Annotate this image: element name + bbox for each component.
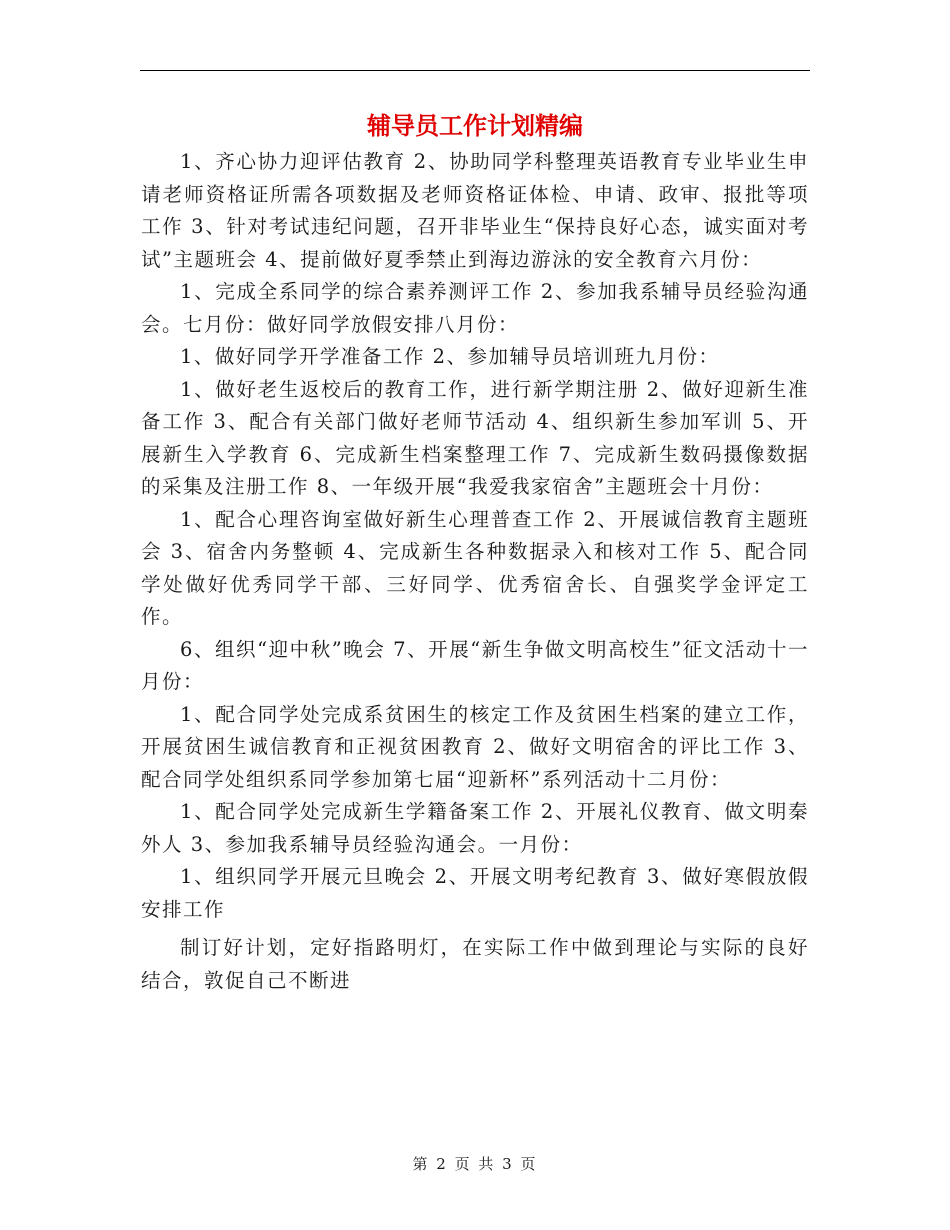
- document-body: [141, 146, 809, 997]
- document-title: 辅导员工作计划精编: [367, 111, 583, 140]
- paragraph: 1、齐心协力迎评估教育 2、协助同学科整理英语教育专业毕业生申请老师资格证所需各项数据及老师资格证体检、申请、政审、报批等项工作 3、针对考试违纪问题，召开非毕业生“保持良好心态，诚实面对考试”主题班会 4、提前做好夏季禁止到海边游泳的安全教育六月份：: [141, 150, 809, 271]
- paragraph: 1、配合心理咨询室做好新生心理普查工作 2、开展诚信教育主题班会 3、宿舍内务整顿 4、完成新生各种数据录入和核对工作 5、配合同学处做好优秀同学干部、三好同学、优秀宿舍长、自强奖学金评定工作。: [141, 507, 809, 628]
- paragraph: 1、做好同学开学准备工作 2、参加辅导员培训班九月份：: [180, 345, 720, 368]
- paragraph: 1、配合同学处完成新生学籍备案工作 2、开展礼仪教育、做文明秦外人 3、参加我系辅导员经验沟通会。一月份：: [141, 800, 809, 856]
- paragraph: 制订好计划，定好指路明灯，在实际工作中做到理论与实际的良好结合，敦促自己不断进: [141, 936, 809, 992]
- paragraph: 1、配合同学处完成系贫困生的核定工作及贫困生档案的建立工作，开展贫困生诚信教育和正视贫困教育 2、做好文明宿舍的评比工作 3、配合同学处组织系同学参加第七届“迎新杯”系列活动十二月份：: [141, 702, 809, 791]
- header-rule: [140, 70, 810, 71]
- paragraph: 1、做好老生返校后的教育工作，进行新学期注册 2、做好迎新生准备工作 3、配合有关部门做好老师节活动 4、组织新生参加军训 5、开展新生入学教育 6、完成新生档案整理工作 7、完成新生数码摄像数据的采集及注册工作 8、一年级开展“我爱我家宿舍”主题班会十月份：: [141, 377, 809, 498]
- paragraph: 6、组织“迎中秋”晚会 7、开展“新生争做文明高校生”征文活动十一月份：: [141, 637, 809, 693]
- page-footer: 第 2 页 共 3 页: [412, 1155, 538, 1173]
- paragraph: 1、完成全系同学的综合素养测评工作 2、参加我系辅导员经验沟通会。七月份：做好同学放假安排八月份：: [141, 280, 809, 336]
- paragraph: 1、组织同学开展元旦晚会 2、开展文明考纪教育 3、做好寒假放假安排工作: [141, 865, 809, 921]
